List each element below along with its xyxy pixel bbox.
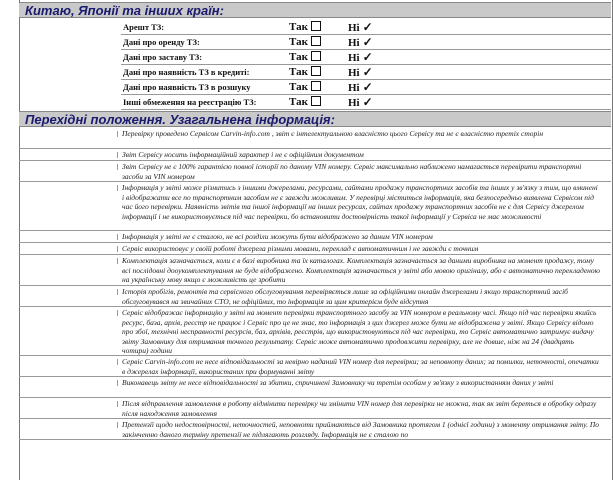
list-item: Звіт Сервісу носить інформаційний характер і не є офіційним документом xyxy=(19,149,611,161)
check-row-arrest xyxy=(121,20,611,35)
yes-option: Так xyxy=(289,50,321,64)
list-item: Після відправлення замовлення в роботу відмінити перевірку чи змінити VIN номер для перевірки не можна, так як звіт береться в обробку одразу після находження замовлення xyxy=(19,398,611,419)
yes-option: Так xyxy=(289,35,321,49)
checkmark-icon: ✓ xyxy=(362,80,373,94)
list-item: Виконавець звіту не несе відповідальності за збитки, спричинені Замовнику чи третім особам у зв'язку з використанням даних у звіті xyxy=(19,377,611,398)
check-label: Дані про наявність ТЗ в розшуку xyxy=(123,82,251,92)
no-option: Ні ✓ xyxy=(348,80,373,94)
checkmark-icon: ✓ xyxy=(362,20,373,34)
list-item: Інформація у звіті не є сталою, не всі розділи можуть бути відображено за даним VIN номером xyxy=(19,231,611,243)
check-row-other xyxy=(121,95,611,110)
empty-checkbox-icon xyxy=(311,96,321,106)
list-item: Сервіс використовує у своїй роботі джерела різними мовами, переклад є автоматичним і не завжди є точним xyxy=(19,243,611,255)
check-label: Інші обмеження на реєстрацію ТЗ: xyxy=(123,97,257,107)
no-option: Ні ✓ xyxy=(348,35,373,49)
check-label: Дані про заставу ТЗ: xyxy=(123,52,203,62)
check-label: Арешт ТЗ: xyxy=(123,22,165,32)
empty-checkbox-icon xyxy=(311,51,321,61)
check-label: Дані про оренду ТЗ: xyxy=(123,37,200,47)
notes-list xyxy=(19,128,611,440)
yes-option: Так xyxy=(289,65,321,79)
check-row-wanted xyxy=(121,80,611,95)
yes-option: Так xyxy=(289,80,321,94)
list-item: Звіт Сервісу не є 100% гарантією повної історії по даному VIN номеру. Сервіс максимально наближено намагається перевірити транспортні засоби за VIN номером xyxy=(19,161,611,182)
empty-checkbox-icon xyxy=(311,81,321,91)
list-item: Перевірку проведено Сервісом Carvin-info.com , звіт є інтелектуальною власністю цього Сервісу та не є власністю третіх сторін xyxy=(19,128,611,149)
no-option: Ні ✓ xyxy=(348,20,373,34)
list-item: Комплектація зазначається, коли є в базі виробника та їх каталогах. Комплектація зазначається за даними виробника на момент продажу, тому всі послідовні дооукомплектування не буде відображено. Комплектація зазначається у звіті або мовою оригіналу, або є автоматично перекладеною на українську мову якщо є можливість це зробити xyxy=(19,255,611,286)
check-row-pledge xyxy=(121,50,611,65)
checkmark-icon: ✓ xyxy=(362,35,373,49)
checkmark-icon: ✓ xyxy=(362,65,373,79)
yes-option: Так xyxy=(289,20,321,34)
list-item: Історія пробігів, ремонтів та сервісного обслуговування перевіряється лише за офіційними онлайн джерелами і якщо транспортний засіб обслуговувався на звичайних СТО, не офіційних, то інформація за цим критерієм буде відсутня xyxy=(19,286,611,307)
restrictions-check-table xyxy=(121,20,611,110)
check-row-credit xyxy=(121,65,611,80)
no-option: Ні ✓ xyxy=(348,95,373,109)
list-item: Інформація у звіті може різнитись з іншими джерелами, ресурсами, сайтами продажу транспортних засобів та інших у зв'язку з тим, що вминені і відображати все по транспортним засобам не є завжди можливим. У перевірці міститься інформація, яка безпосередньо виявлена Сервісом під час його перевірки. Наявність звітів та іншої інформації на інших ресурсах, сайтах продажу транспортних засобів не є для Сервісу джерелом інформації і не використовується під час перевірки, бо встановити достовірність такої інформації у Сервіса не має можливості xyxy=(19,182,611,231)
list-item: Сервіс Carvin-info.com не несе відповідальності за невірно наданий VIN номер для перевірки; за неповноту даних; за помилки, неточності, опечатки в джерелах інформації, використаних при формуванні звіту xyxy=(19,356,611,377)
list-item: Сервіс відображає інформацію у звіті на момент перевірки транспортного засобу за VIN номером в реальному часі. Якщо під час перевірки якийсь ресурс, база, архів, реєстр не працює і Сервіс про це не знає, то інформація з цих джерел може бути не відображена у звіті. Якщо Сервісу відомо про збої, технічні несправності ресурсів, баз, архівів, реєстрів, що використовуються під час перевірки, то Сервіс автоматично затримує видачу звіту Замовнику для отримання точного результату. Сервіс може автоматично продовжити перевірку, але не довше, ніж на 24 (двадцять чотири) години xyxy=(19,307,611,356)
check-label: Дані про наявність ТЗ в кредиті: xyxy=(123,67,250,77)
empty-checkbox-icon xyxy=(311,36,321,46)
section-header-countries: Китаю, Японії та інших країн: xyxy=(19,2,611,18)
check-row-rent xyxy=(121,35,611,50)
no-option: Ні ✓ xyxy=(348,65,373,79)
no-option: Ні ✓ xyxy=(348,50,373,64)
checkmark-icon: ✓ xyxy=(362,50,373,64)
empty-checkbox-icon xyxy=(311,66,321,76)
section-header-transitional: Перехідні положення. Узагальнена інформація: xyxy=(19,111,611,127)
checkmark-icon: ✓ xyxy=(362,95,373,109)
list-item: Претензії щодо недостовірності, неточностей, неповноти приймаються від Замовника протягом 1 (однієї години) з моменту отримання звіту. По закінченню даного терміну претензії не підлягають розгляду. Інформація не є сталою по xyxy=(19,419,611,440)
empty-checkbox-icon xyxy=(311,21,321,31)
yes-option: Так xyxy=(289,95,321,109)
